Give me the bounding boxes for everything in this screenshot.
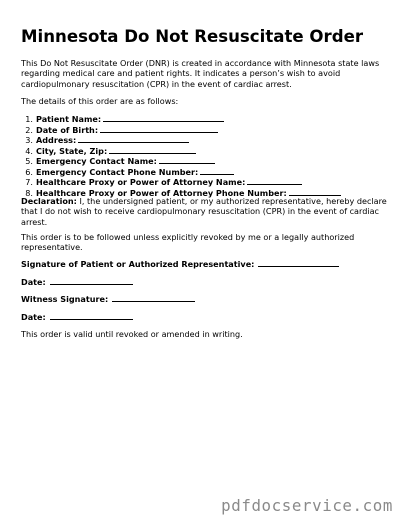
order-details-list [21, 114, 341, 198]
field-city-state-zip [21, 146, 341, 157]
witness-label: Witness Signature: [21, 294, 109, 304]
field-label: Date of Birth: [36, 124, 99, 135]
signature-blank[interactable] [258, 259, 339, 267]
city-state-zip-blank[interactable] [109, 146, 196, 154]
details-intro: The details of this order are as follows: [21, 96, 179, 106]
declaration-label: Declaration: [21, 196, 77, 206]
date-label: Date: [21, 277, 46, 287]
list-number: 6. [25, 166, 33, 177]
signature-label: Signature of Patient or Authorized Representative: [21, 259, 255, 269]
revocation-paragraph: This order is to be followed unless explicitly revoked by me or a legally authorized representative. [21, 232, 355, 253]
field-label: City, State, Zip: [36, 145, 108, 156]
field-label: Healthcare Proxy or Power of Attorney Phone Number: [36, 187, 287, 198]
address-blank[interactable] [78, 135, 189, 143]
date-blank-2[interactable] [50, 312, 133, 320]
intro-paragraph: This Do Not Resuscitate Order (DNR) is created in accordance with Minnesota state laws regarding medical care and patient rights. It indicates a person’s wish to avoid cardiopulmonary resuscitation (CPR) in the event of cardiac arrest. [21, 58, 380, 89]
field-emergency-contact-phone [21, 167, 341, 178]
field-address [21, 135, 341, 146]
patient-name-blank[interactable] [103, 114, 224, 122]
declaration-paragraph [21, 196, 391, 227]
date-of-birth-blank[interactable] [100, 125, 218, 133]
date-blank-1[interactable] [50, 277, 133, 285]
date-label: Date: [21, 312, 46, 322]
proxy-name-blank[interactable] [247, 177, 302, 185]
date-line-1 [21, 277, 133, 287]
witness-signature-blank[interactable] [112, 294, 195, 302]
field-label: Address: [36, 135, 77, 145]
field-label: Emergency Contact Phone Number: [36, 166, 199, 177]
list-number: 7. [25, 177, 33, 187]
declaration-text: I, the undersigned patient, or my authorized representative, hereby declare that I do not wish to receive cardiopulmonary resuscitation (CPR) in the event of cardiac arrest. [21, 196, 387, 227]
site-watermark: pdfdocservice.com [221, 496, 393, 515]
signature-line [21, 259, 339, 269]
list-number: 4. [25, 145, 33, 156]
field-label: Patient Name: [36, 114, 102, 124]
validity-statement: This order is valid until revoked or amended in writing. [21, 329, 243, 339]
field-proxy-name [21, 177, 341, 188]
list-number: 1. [25, 114, 33, 124]
list-number: 3. [25, 135, 33, 145]
emergency-contact-phone-blank[interactable] [200, 167, 234, 175]
proxy-phone-blank[interactable] [289, 188, 341, 196]
list-number: 2. [25, 124, 33, 135]
document-title: Minnesota Do Not Resuscitate Order [21, 27, 364, 46]
field-emergency-contact-name [21, 156, 341, 167]
field-label: Healthcare Proxy or Power of Attorney Name: [36, 177, 246, 187]
field-date-of-birth [21, 125, 341, 136]
list-number: 5. [25, 156, 33, 166]
witness-line [21, 294, 195, 304]
field-patient-name [21, 114, 341, 125]
list-number: 8. [25, 187, 33, 198]
emergency-contact-name-blank[interactable] [159, 156, 215, 164]
field-label: Emergency Contact Name: [36, 156, 157, 166]
date-line-2 [21, 312, 133, 322]
